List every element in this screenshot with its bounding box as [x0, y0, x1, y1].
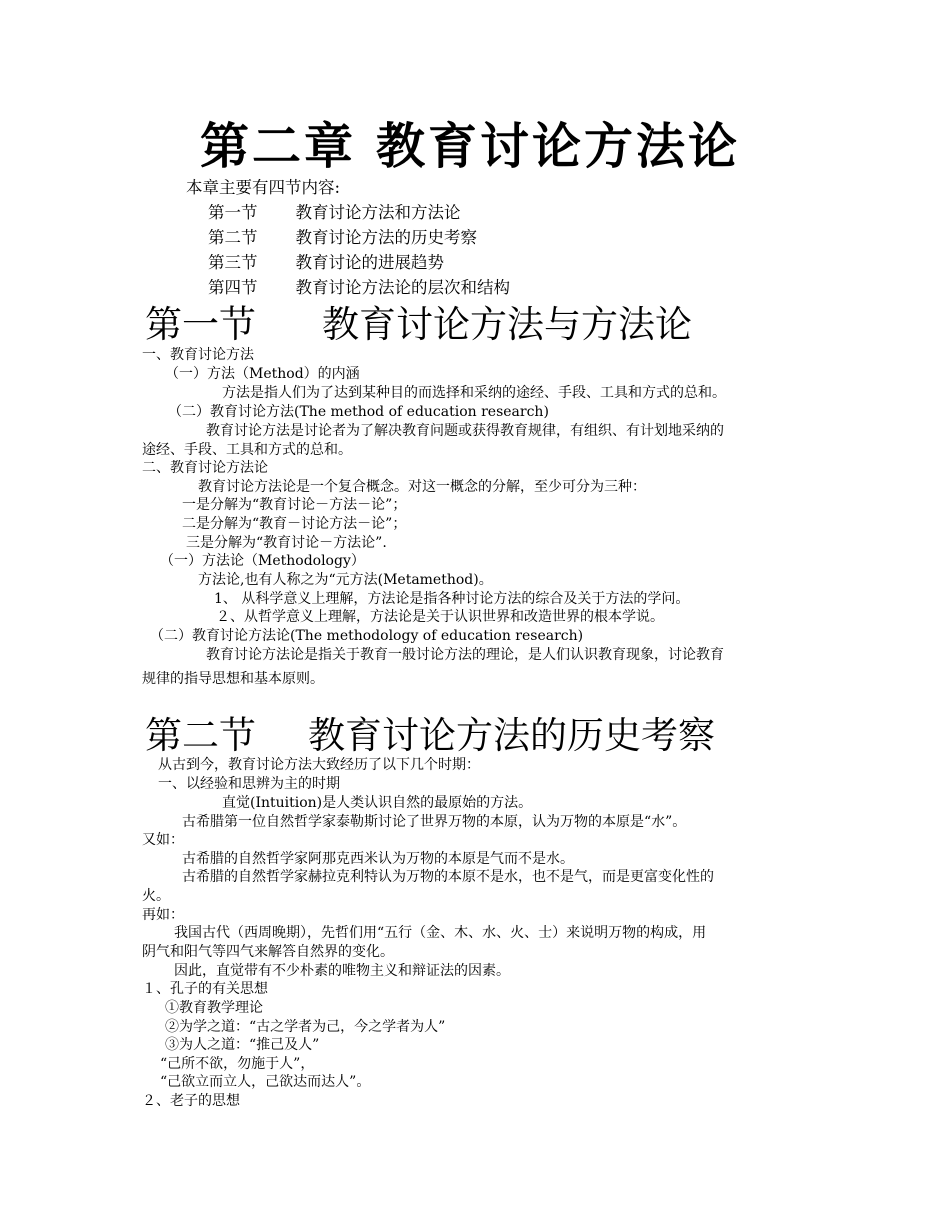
paragraph-line: 方法论,也有人称之为“元方法(Metamethod)。 [198, 572, 493, 588]
paragraph-line: 又如： [142, 832, 184, 848]
toc-item-num: 第二节 [208, 228, 258, 247]
list-item: ③为人之道：“推己及人” [165, 1037, 320, 1053]
paragraph-line: 途经、手段、工具和方式的总和。 [142, 442, 352, 458]
heading-level-2: （二）教育讨论方法(The method of education research) [168, 404, 549, 420]
paragraph-line: 教育讨论方法论是一个复合概念。对这一概念的分解，至少可分为三种： [198, 479, 646, 495]
paragraph-line: 火。 [142, 888, 170, 904]
toc-item [208, 230, 477, 247]
paragraph-line: 从古到今，教育讨论方法大致经历了以下几个时期： [158, 757, 480, 773]
toc-item-title: 教育讨论方法和方法论 [295, 203, 461, 222]
section-number: 第一节 [145, 303, 256, 346]
toc-item-num: 第一节 [208, 203, 258, 222]
list-item: 一是分解为“教育讨论－方法－论”； [182, 497, 407, 513]
chapter-title: 第二章 教育讨论方法论 [200, 117, 741, 175]
paragraph-line: 古希腊第一位自然哲学家泰勒斯讨论了世界万物的本原，认为万物的本原是“水”。 [182, 814, 687, 830]
list-item: 二是分解为“教育－讨论方法－论”； [182, 516, 407, 532]
quote-line: “己所不欲，勿施于人”， [160, 1056, 315, 1072]
list-item: 三是分解为“教育讨论－方法论”. [186, 535, 387, 551]
section-number: 第二节 [145, 714, 256, 757]
paragraph-line: 直觉(Intuition)是人类认识自然的最原始的方法。 [222, 795, 533, 811]
heading-level-1: 二、教育讨论方法论 [142, 460, 268, 476]
toc-item [208, 280, 510, 297]
paragraph-line: 古希腊的自然哲学家赫拉克利特认为万物的本原不是水，也不是气，而是更富变化性的 [182, 869, 714, 885]
heading-level-2: （一）方法论（Methodology） [160, 553, 365, 569]
heading-level-2: （二）教育讨论方法论(The methodology of education research) [150, 628, 584, 644]
heading-level-2: （一）方法（Method）的内涵 [165, 366, 360, 382]
heading-level-1: 一、以经验和思辨为主的时期 [158, 776, 340, 792]
chapter-intro: 本章主要有四节内容: [186, 178, 341, 197]
toc-item-num: 第四节 [208, 278, 258, 297]
heading-level-1: 一、教育讨论方法 [142, 347, 254, 363]
toc-item-title: 教育讨论的进展趋势 [295, 253, 444, 272]
section-heading [145, 714, 715, 757]
list-item: ２、从哲学意义上理解，方法论是关于认识世界和改造世界的根本学说。 [216, 609, 664, 625]
section-heading [145, 303, 692, 346]
paragraph-line: 我国古代（西周晚期），先哲们用“五行（金、木、水、火、士）来说明万物的构成，用 [174, 925, 707, 941]
section-title: 教育讨论方法与方法论 [322, 303, 692, 346]
paragraph-line: 再如： [142, 907, 184, 923]
paragraph-line: 阴气和阳气等四气来解答自然界的变化。 [142, 944, 394, 960]
paragraph-line: 古希腊的自然哲学家阿那克西米认为万物的本原是气而不是水。 [182, 851, 574, 867]
heading-level-2: １、孔子的有关思想 [142, 981, 268, 997]
list-item: 1、 从科学意义上理解，方法论是指各种讨论方法的综合及关于方法的学问。 [214, 591, 690, 607]
paragraph-line: 因此，直觉带有不少朴素的唯物主义和辩证法的因素。 [174, 963, 510, 979]
paragraph-line: 教育讨论方法论是指关于教育一般讨论方法的理论，是人们认识教育现象，讨论教育 [206, 647, 724, 663]
list-item: ②为学之道：“古之学者为己，今之学者为人” [165, 1019, 446, 1035]
toc-item-title: 教育讨论方法的历史考察 [295, 228, 477, 247]
section-title: 教育讨论方法的历史考察 [308, 714, 715, 757]
toc-item [208, 255, 444, 272]
heading-level-2: ２、老子的思想 [142, 1093, 240, 1109]
list-item: ①教育教学理论 [165, 1000, 263, 1016]
quote-line: “己欲立而立人，己欲达而达人”。 [160, 1074, 371, 1090]
toc-item [208, 205, 461, 222]
paragraph-line: 方法是指人们为了达到某种目的而选择和采纳的途经、手段、工具和方式的总和。 [222, 385, 726, 401]
paragraph-line: 规律的指导思想和基本原则。 [142, 671, 324, 687]
paragraph-line: 教育讨论方法是讨论者为了解决教育问题或获得教育规律，有组织、有计划地采纳的 [206, 423, 724, 439]
toc-item-title: 教育讨论方法论的层次和结构 [295, 278, 510, 297]
toc-item-num: 第三节 [208, 253, 258, 272]
